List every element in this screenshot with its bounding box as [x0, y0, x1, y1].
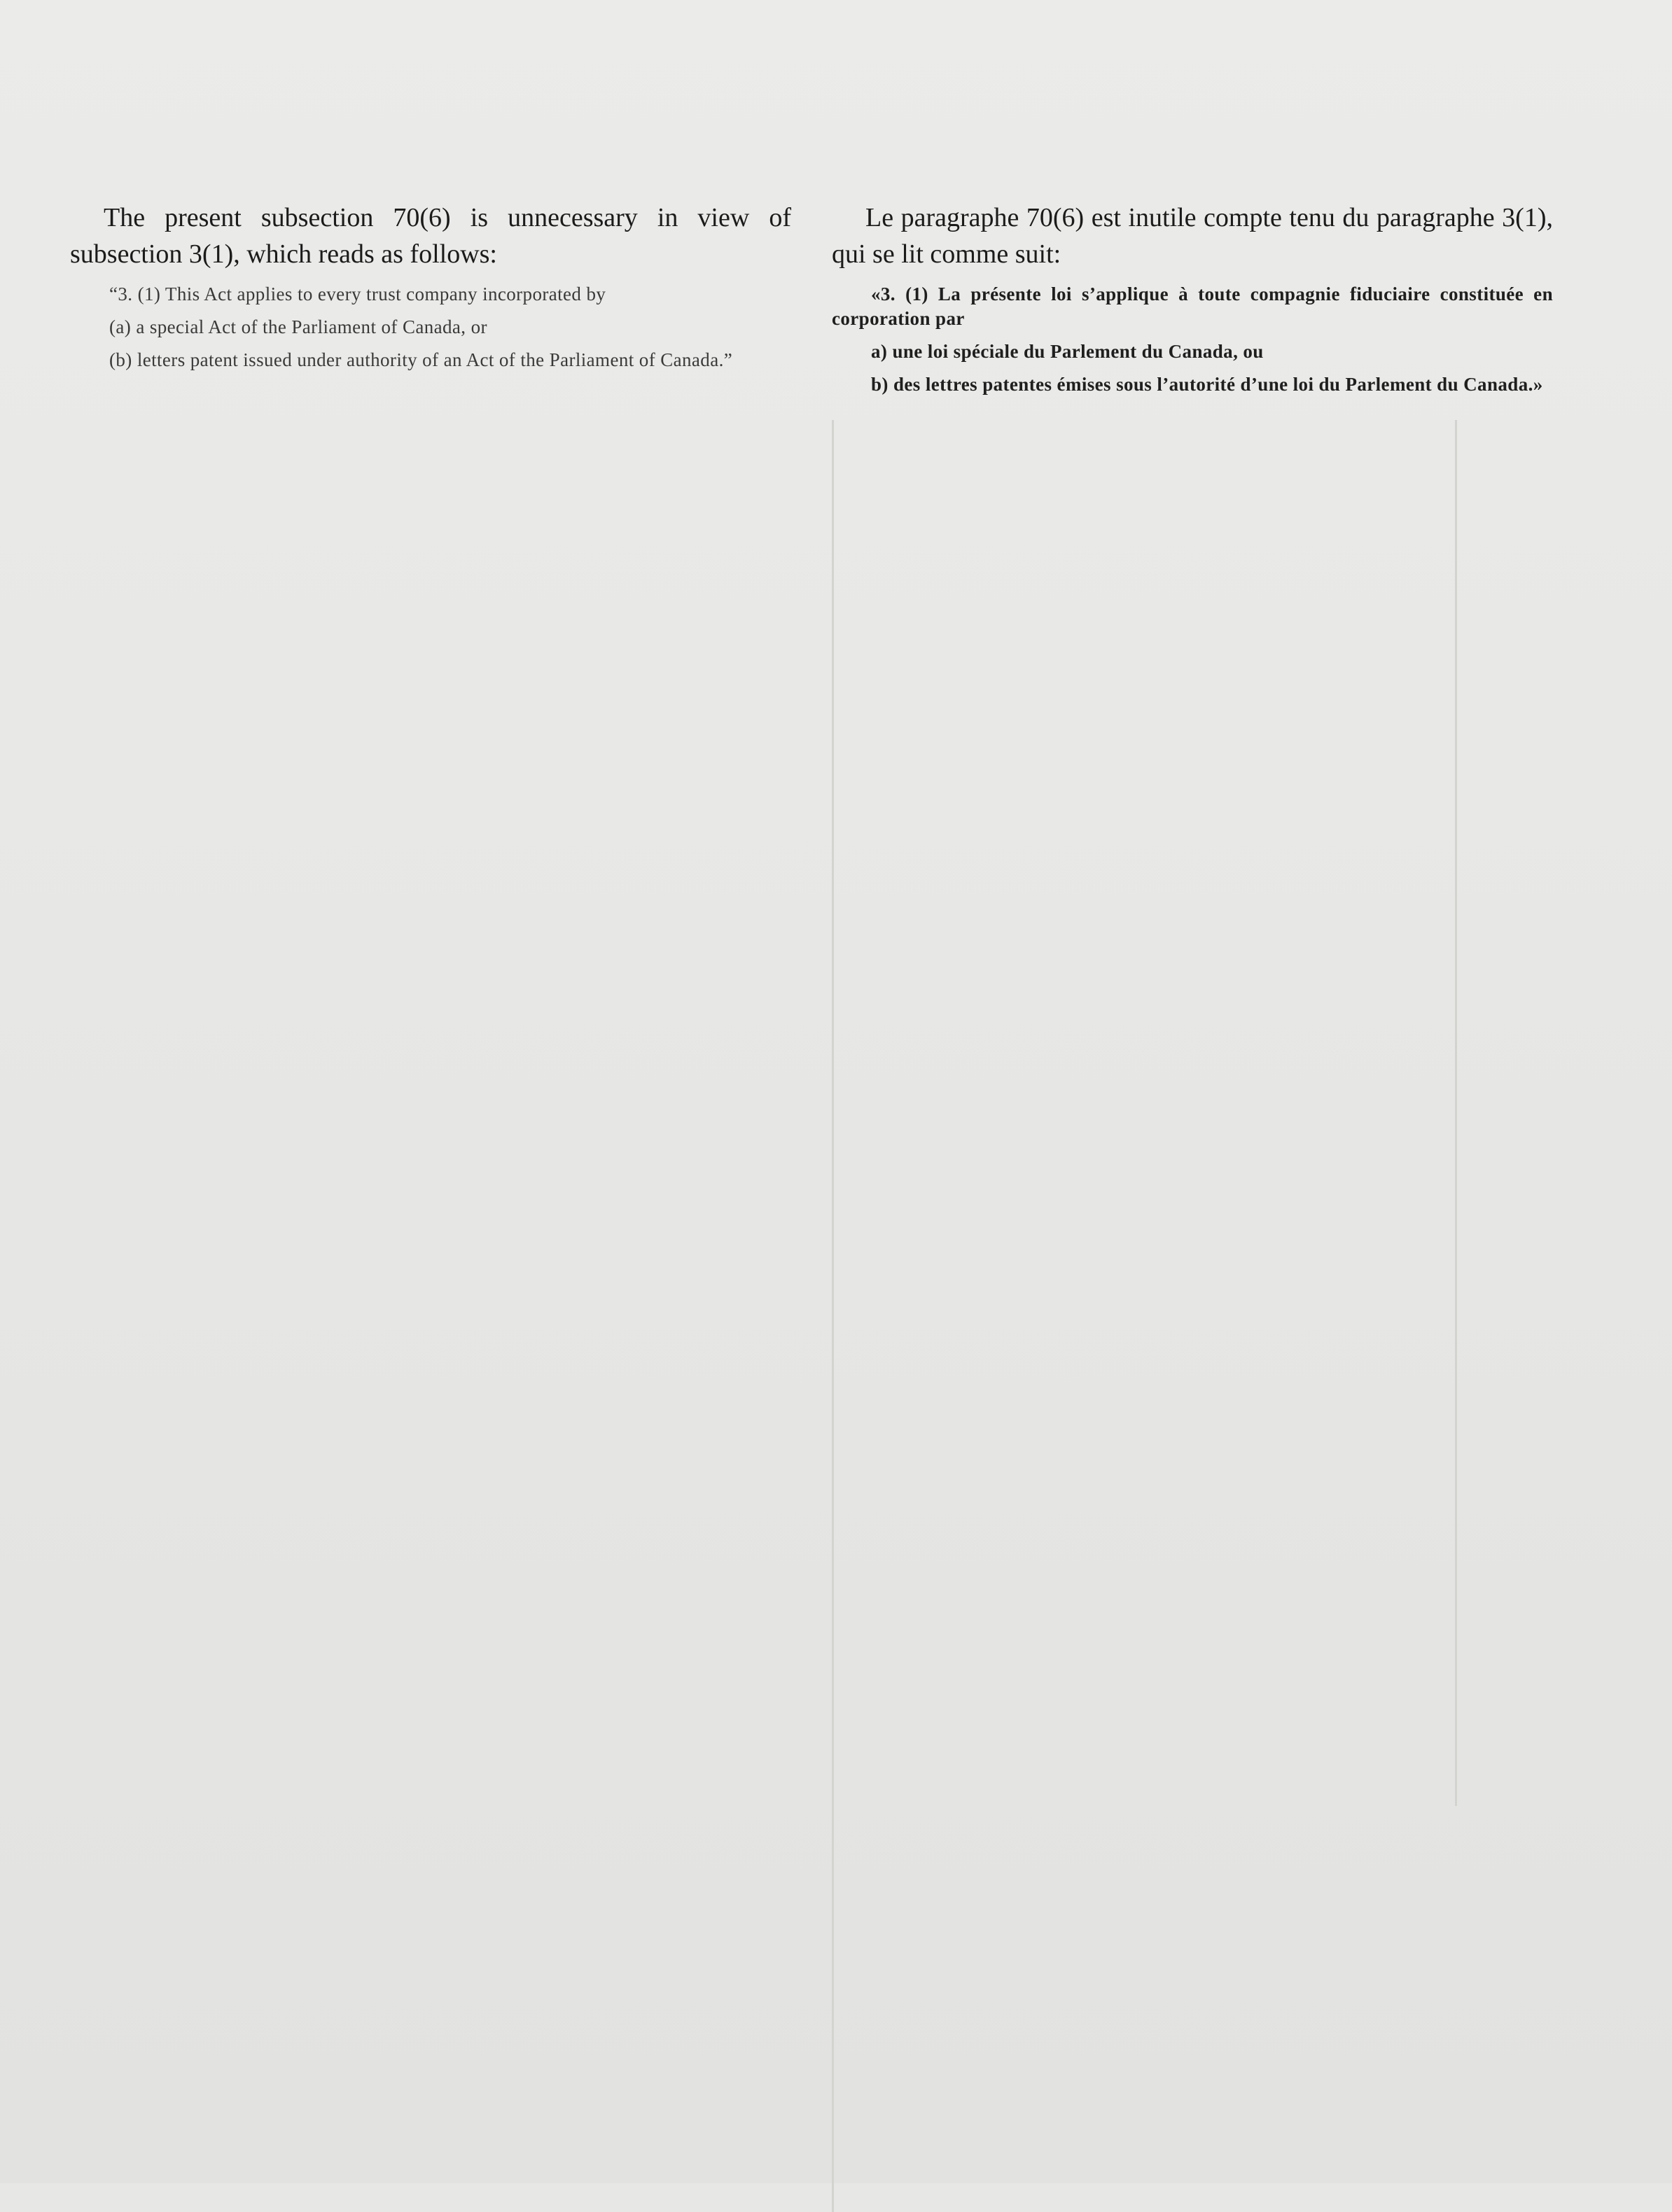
english-lead-paragraph: The present subsection 70(6) is unnecessary in view of subsection 3(1), which reads as follows:: [70, 203, 791, 269]
french-column: [832, 200, 1553, 405]
french-quote-item-b: b) des lettres patentes émises sous l’autorité d’une loi du Parlement du Canada.»: [871, 374, 1543, 395]
english-quote-item-a: (a) a special Act of the Parliament of Canada, or: [109, 316, 487, 337]
french-quote-intro: «3. (1) La présente loi s’applique à toute compagnie fiduciaire constituée en corporation par: [832, 284, 1553, 329]
french-quote-item-a: a) une loi spéciale du Parlement du Canada, ou: [871, 341, 1264, 362]
show-through-rule: [1455, 420, 1457, 1806]
show-through-rule: [832, 420, 834, 2212]
english-quote-item-b: (b) letters patent issued under authority of an Act of the Parliament of Canada.”: [109, 349, 733, 370]
english-column: [70, 200, 791, 381]
french-lead-paragraph: Le paragraphe 70(6) est inutile compte tenu du paragraphe 3(1), qui se lit comme suit:: [832, 203, 1553, 269]
english-quote-intro: “3. (1) This Act applies to every trust company incorporated by: [109, 284, 606, 304]
